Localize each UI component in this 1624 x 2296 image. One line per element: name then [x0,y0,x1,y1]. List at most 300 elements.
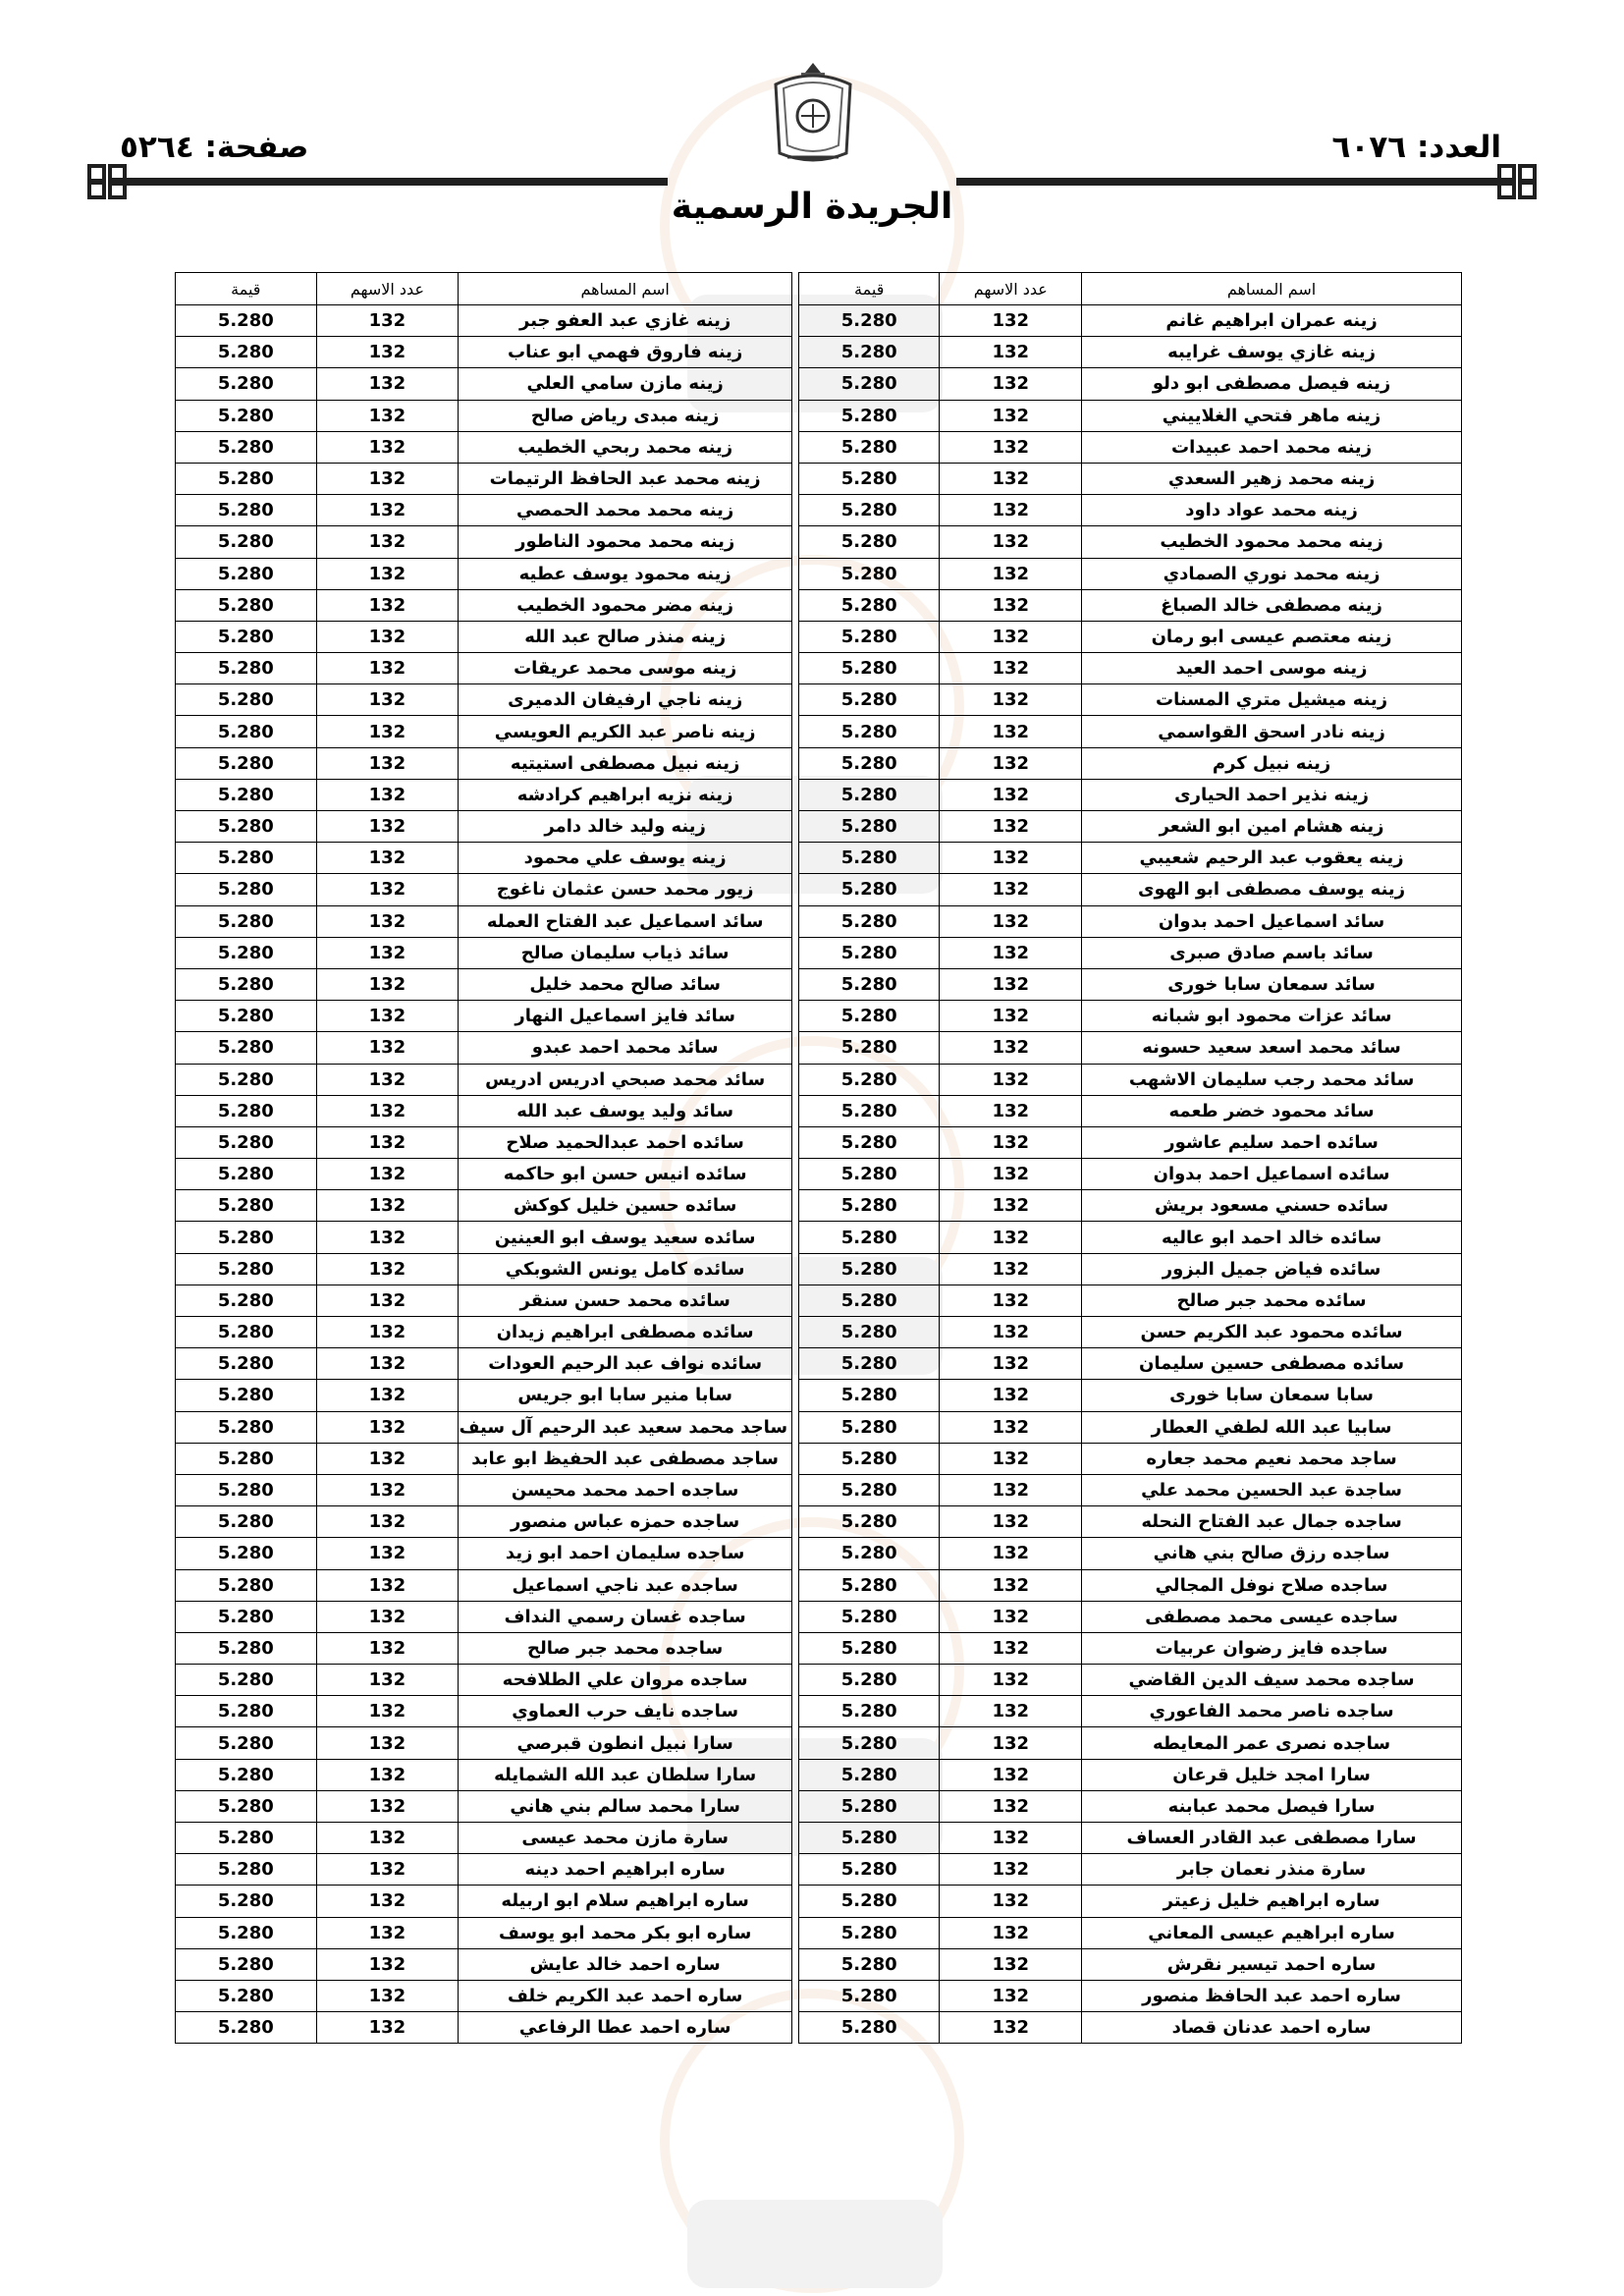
shareholder-name: زينه موسى احمد العيد [1082,653,1462,684]
shareholder-name: زينه يوسف علي محمود [459,843,792,874]
share-value: 5.280 [176,1759,317,1790]
share-value: 5.280 [176,589,317,621]
shares-count: 132 [940,1095,1082,1126]
column-gap [792,779,799,810]
shareholder-name: ساجده حمزه عباس منصور [459,1506,792,1538]
shareholder-name: سائده حسني مسعود بريش [1082,1190,1462,1222]
shareholder-name: زينه مازن سامي العلي [459,368,792,400]
shares-count: 132 [316,716,459,747]
column-gap [792,1222,799,1253]
col-header-shares: عدد الاسهم [940,273,1082,305]
shares-count: 132 [940,337,1082,368]
shares-count: 132 [940,1064,1082,1095]
share-value: 5.280 [798,526,940,558]
table-row [176,1506,1462,1538]
shareholder-name: زينه وليد خالد دامر [459,811,792,843]
column-gap [792,1253,799,1285]
shareholder-name: زينه يوسف مصطفى ابو الهوى [1082,874,1462,905]
share-value: 5.280 [176,716,317,747]
shareholder-name: سارا محمد سالم بني هاني [459,1790,792,1822]
column-gap [792,1917,799,1948]
column-gap [792,1948,799,1980]
shareholder-name: ساره ابراهيم خليل زعيتر [1082,1886,1462,1917]
table-row [176,431,1462,463]
shareholder-name: سائده انيس حسن ابو حاكمه [459,1159,792,1190]
table-row [176,1126,1462,1158]
shares-count: 132 [940,431,1082,463]
shares-count: 132 [316,1317,459,1348]
share-value: 5.280 [176,558,317,589]
share-value: 5.280 [176,1095,317,1126]
shares-count: 132 [316,874,459,905]
table-row [176,684,1462,716]
shares-count: 132 [940,779,1082,810]
shareholder-name: سائد محمود خضر طعمه [1082,1095,1462,1126]
shares-count: 132 [316,653,459,684]
share-value: 5.280 [176,779,317,810]
shares-count: 132 [940,684,1082,716]
column-gap [792,1443,799,1474]
share-value: 5.280 [176,1443,317,1474]
shares-count: 132 [940,1285,1082,1316]
table-row [176,621,1462,652]
table-row [176,2012,1462,2044]
shares-count: 132 [940,1126,1082,1158]
column-gap [792,400,799,431]
shares-count: 132 [940,1632,1082,1664]
shareholder-name: سائد فايز اسماعيل النهار [459,1001,792,1032]
shares-count: 132 [940,621,1082,652]
shareholder-name: سارة منذر نعمان جابر [1082,1854,1462,1886]
shareholder-name: ساجده مروان علي الطلافحه [459,1665,792,1696]
shareholder-name: سائده كامل يونس الشوبكي [459,1253,792,1285]
table-row [176,1474,1462,1505]
shares-count: 132 [940,558,1082,589]
table-row [176,1443,1462,1474]
share-value: 5.280 [798,1538,940,1569]
share-value: 5.280 [176,1696,317,1727]
shares-count: 132 [316,1696,459,1727]
table-row [176,1348,1462,1380]
shares-count: 132 [316,1095,459,1126]
share-value: 5.280 [176,1823,317,1854]
shares-count: 132 [316,1443,459,1474]
column-gap [792,1823,799,1854]
column-gap [792,1190,799,1222]
share-value: 5.280 [798,1917,940,1948]
share-value: 5.280 [798,558,940,589]
column-gap [792,1285,799,1316]
table-row [176,653,1462,684]
shareholder-name: سائد اسماعيل عبد الفتاح العمله [459,905,792,937]
share-value: 5.280 [176,1790,317,1822]
table-row [176,779,1462,810]
shares-count: 132 [316,684,459,716]
share-value: 5.280 [798,684,940,716]
shares-count: 132 [316,1285,459,1316]
column-gap [792,843,799,874]
shares-count: 132 [316,1506,459,1538]
shareholder-name: سائده مصطفى حسين سليمان [1082,1348,1462,1380]
table-row [176,1790,1462,1822]
table-row [176,589,1462,621]
shareholder-name: ساره ابراهيم عيسى المعاني [1082,1917,1462,1948]
shareholder-name: سائد وليد يوسف عبد الله [459,1095,792,1126]
shares-count: 132 [940,1569,1082,1601]
shares-count: 132 [316,1980,459,2011]
shares-count: 132 [940,1665,1082,1696]
shares-count: 132 [940,526,1082,558]
share-value: 5.280 [176,1159,317,1190]
shareholder-name: زينه نبيل كرم [1082,747,1462,779]
column-gap [792,1886,799,1917]
table-row [176,463,1462,494]
table-row [176,1222,1462,1253]
shareholder-name: سائده محمد جبر صالح [1082,1285,1462,1316]
shares-count: 132 [316,368,459,400]
shares-count: 132 [316,2012,459,2044]
shareholder-name: سائده حسين خليل كوكش [459,1190,792,1222]
shares-count: 132 [940,1190,1082,1222]
shares-count: 132 [316,1601,459,1632]
column-gap [792,1759,799,1790]
shares-count: 132 [940,1854,1082,1886]
column-gap [792,1095,799,1126]
gazette-title: الجريدة الرسمية [671,187,953,227]
shareholder-name: سائده خالد احمد ابو عاليه [1082,1222,1462,1253]
shares-count: 132 [940,1886,1082,1917]
shareholder-name: زينه محمد عبد الحافظ الرتيمات [459,463,792,494]
header-rule-right [956,178,1516,186]
shares-count: 132 [940,1823,1082,1854]
table-row [176,495,1462,526]
table-row [176,811,1462,843]
shareholder-name: زينه محمد ربحي الخطيب [459,431,792,463]
share-value: 5.280 [176,1727,317,1759]
shareholder-name: ساجده عبد ناجي اسماعيل [459,1569,792,1601]
table-row [176,905,1462,937]
column-gap [792,1538,799,1569]
shareholder-name: سائد محمد رجب سليمان الاشهب [1082,1064,1462,1095]
column-gap [792,1854,799,1886]
share-value: 5.280 [798,653,940,684]
table-row [176,937,1462,968]
share-value: 5.280 [176,431,317,463]
share-value: 5.280 [176,1064,317,1095]
share-value: 5.280 [176,1285,317,1316]
shares-count: 132 [940,874,1082,905]
shareholder-name: سائده احمد سليم عاشور [1082,1126,1462,1158]
table-row [176,368,1462,400]
shareholder-name: ساجد محمد نعيم محمد جعاره [1082,1443,1462,1474]
table-row [176,1253,1462,1285]
share-value: 5.280 [798,1253,940,1285]
col-header-value: قيمة [176,273,317,305]
share-value: 5.280 [798,495,940,526]
shares-count: 132 [940,747,1082,779]
share-value: 5.280 [798,1854,940,1886]
shareholder-name: ساره ابو بكر محمد ابو يوسف [459,1917,792,1948]
shareholder-name: ساره احمد تيسير نقرش [1082,1948,1462,1980]
column-gap [792,811,799,843]
shareholder-name: زينه غازي يوسف غرايبه [1082,337,1462,368]
shareholder-name: سائده مصطفى ابراهيم زيدان [459,1317,792,1348]
shareholder-name: زينه محمد محمود الناطور [459,526,792,558]
shareholder-name: زينه نزيه ابراهيم كرادشه [459,779,792,810]
shareholder-name: سائد صالح محمد خليل [459,968,792,1000]
share-value: 5.280 [798,905,940,937]
share-value: 5.280 [176,843,317,874]
share-value: 5.280 [798,1601,940,1632]
share-value: 5.280 [176,1411,317,1443]
share-value: 5.280 [176,1917,317,1948]
shares-count: 132 [940,1348,1082,1380]
shares-count: 132 [940,1538,1082,1569]
share-value: 5.280 [798,843,940,874]
shares-count: 132 [316,305,459,337]
share-value: 5.280 [798,589,940,621]
shares-count: 132 [940,1032,1082,1064]
share-value: 5.280 [798,1095,940,1126]
shareholder-name: ساره احمد عبد الحافظ منصور [1082,1980,1462,2011]
shares-count: 132 [316,1064,459,1095]
shareholder-name: زينه معتصم عيسى ابو رمان [1082,621,1462,652]
column-gap [792,968,799,1000]
table-row [176,747,1462,779]
column-gap [792,1380,799,1411]
shareholder-name: سائده احمد عبدالحميد صلاح [459,1126,792,1158]
share-value: 5.280 [798,1001,940,1032]
table-row [176,1632,1462,1664]
shares-count: 132 [940,1474,1082,1505]
share-value: 5.280 [798,1980,940,2011]
shareholder-name: سائد عزات محمود ابو شبانه [1082,1001,1462,1032]
shareholder-name: زينه نبيل مصطفى استيتيه [459,747,792,779]
shareholder-name: زينه ناجي ارفيفان الدميرى [459,684,792,716]
shareholder-name: زينه يعقوب عبد الرحيم شعيبي [1082,843,1462,874]
column-gap [792,1032,799,1064]
column-gap [792,2012,799,2044]
shareholder-name: ساجده صلاح نوفل المجالي [1082,1569,1462,1601]
share-value: 5.280 [176,1190,317,1222]
column-gap [792,495,799,526]
share-value: 5.280 [176,1601,317,1632]
shares-count: 132 [940,905,1082,937]
table-row [176,1696,1462,1727]
shares-count: 132 [316,1790,459,1822]
share-value: 5.280 [798,1474,940,1505]
column-gap [792,1696,799,1727]
shares-count: 132 [940,589,1082,621]
shareholder-name: زينه محمد احمد عبيدات [1082,431,1462,463]
shareholder-name: زينه محمد نوري الصمادي [1082,558,1462,589]
table-row [176,305,1462,337]
share-value: 5.280 [176,1222,317,1253]
shares-count: 132 [316,1823,459,1854]
shareholder-name: سائد محمد احمد عبدو [459,1032,792,1064]
share-value: 5.280 [176,305,317,337]
shareholder-name: سائد باسم صادق صبرى [1082,937,1462,968]
shareholder-name: ساجدة عبد الحسين محمد علي [1082,1474,1462,1505]
table-row [176,716,1462,747]
shareholder-name: زينه محمد عواد داود [1082,495,1462,526]
shares-count: 132 [316,1190,459,1222]
share-value: 5.280 [176,2012,317,2044]
share-value: 5.280 [798,1696,940,1727]
shareholder-name: ساجده محمد جبر صالح [459,1632,792,1664]
shareholder-name: زينه منذر صالح عبد الله [459,621,792,652]
share-value: 5.280 [798,621,940,652]
share-value: 5.280 [798,716,940,747]
table-row [176,1980,1462,2011]
shares-count: 132 [940,1917,1082,1948]
shares-count: 132 [940,1443,1082,1474]
shareholder-name: سائد سمعان سابا خورى [1082,968,1462,1000]
shareholder-name: سائده محمود عبد الكريم حسن [1082,1317,1462,1348]
shareholder-name: ساجد مصطفى عبد الحفيظ ابو عابد [459,1443,792,1474]
share-value: 5.280 [176,1854,317,1886]
header-rule-left [108,178,668,186]
shareholder-name: زينه محمود يوسف عطيه [459,558,792,589]
column-gap [792,1601,799,1632]
shares-count: 132 [316,526,459,558]
share-value: 5.280 [176,1569,317,1601]
column-gap [792,1506,799,1538]
column-gap [792,937,799,968]
share-value: 5.280 [176,1506,317,1538]
shareholder-name: سائد محمد اسعد سعيد حسونه [1082,1032,1462,1064]
share-value: 5.280 [176,368,317,400]
column-gap [792,1411,799,1443]
shareholder-name: ساجده محمد سيف الدين القاضي [1082,1665,1462,1696]
shares-count: 132 [316,905,459,937]
shareholder-name: زينه نذير احمد الحيارى [1082,779,1462,810]
shares-count: 132 [316,1348,459,1380]
share-value: 5.280 [798,1569,940,1601]
share-value: 5.280 [798,1790,940,1822]
shares-count: 132 [940,653,1082,684]
share-value: 5.280 [176,905,317,937]
shares-count: 132 [316,811,459,843]
table-row [176,1854,1462,1886]
share-value: 5.280 [176,968,317,1000]
table-row [176,526,1462,558]
share-value: 5.280 [176,621,317,652]
shareholder-name: سارة مازن محمد عيسى [459,1823,792,1854]
shares-count: 132 [940,1253,1082,1285]
share-value: 5.280 [176,1948,317,1980]
shares-count: 132 [940,1790,1082,1822]
table-row [176,400,1462,431]
table-row [176,1759,1462,1790]
shares-count: 132 [316,337,459,368]
shares-count: 132 [940,1759,1082,1790]
coat-of-arms-icon [762,59,864,169]
shareholder-name: زينه فيصل مصطفى ابو دلو [1082,368,1462,400]
shareholder-name: زينه نادر اسحق القواسمي [1082,716,1462,747]
share-value: 5.280 [176,526,317,558]
shareholder-name: سائده فياض جميل البزور [1082,1253,1462,1285]
shareholder-name: سابا سمعان سابا خورى [1082,1380,1462,1411]
share-value: 5.280 [176,937,317,968]
shares-count: 132 [316,1727,459,1759]
column-gap [792,1569,799,1601]
shareholder-name: سائد ذياب سليمان صالح [459,937,792,968]
share-value: 5.280 [798,1222,940,1253]
share-value: 5.280 [798,1190,940,1222]
shareholder-name: زينه غازي عبد العفو جبر [459,305,792,337]
shares-count: 132 [316,1126,459,1158]
shares-count: 132 [940,811,1082,843]
table-row [176,1917,1462,1948]
shares-count: 132 [316,621,459,652]
shareholder-name: ساره احمد عبد الكريم خلف [459,1980,792,2011]
shareholder-name: سائده سعيد يوسف ابو العينين [459,1222,792,1253]
shares-count: 132 [316,558,459,589]
column-gap [792,716,799,747]
shares-count: 132 [940,400,1082,431]
shares-count: 132 [316,747,459,779]
share-value: 5.280 [798,1886,940,1917]
table-row [176,1095,1462,1126]
shares-count: 132 [940,1222,1082,1253]
share-value: 5.280 [176,400,317,431]
table-row [176,1823,1462,1854]
share-value: 5.280 [798,1348,940,1380]
shares-count: 132 [940,1506,1082,1538]
shares-count: 132 [940,937,1082,968]
share-value: 5.280 [176,1632,317,1664]
share-value: 5.280 [798,368,940,400]
table-row [176,1285,1462,1316]
shareholder-name: ساره احمد عدنان قصاد [1082,2012,1462,2044]
share-value: 5.280 [176,1665,317,1696]
shareholder-name: ساجده رزق صالح بني هاني [1082,1538,1462,1569]
shareholder-name: زينه ماهر فتحي الغلاييني [1082,400,1462,431]
shareholder-name: ساره ابراهيم احمد دينه [459,1854,792,1886]
shares-count: 132 [316,1411,459,1443]
column-gap [792,368,799,400]
table-row [176,1665,1462,1696]
shares-count: 132 [316,1948,459,1980]
shares-count: 132 [940,1380,1082,1411]
col-header-name: اسم المساهم [459,273,792,305]
shares-count: 132 [940,463,1082,494]
shares-count: 132 [316,1001,459,1032]
column-gap [792,1064,799,1095]
shareholder-name: ساجده عيسى محمد مصطفى [1082,1601,1462,1632]
shares-count: 132 [316,1917,459,1948]
col-header-value: قيمة [798,273,940,305]
share-value: 5.280 [176,1348,317,1380]
shares-count: 132 [940,1001,1082,1032]
column-gap [792,558,799,589]
shareholder-name: ساجده نصرى عمر المعايطه [1082,1727,1462,1759]
table-row [176,1411,1462,1443]
shareholder-name: زينه محمد محمود الخطيب [1082,526,1462,558]
share-value: 5.280 [176,495,317,526]
column-gap [792,273,799,305]
share-value: 5.280 [798,2012,940,2044]
shareholder-name: ساره ابراهيم سلام ابو اربيله [459,1886,792,1917]
shareholder-name: ساره احمد خالد عايش [459,1948,792,1980]
shares-count: 132 [316,968,459,1000]
share-value: 5.280 [798,463,940,494]
column-gap [792,1727,799,1759]
shares-count: 132 [940,1980,1082,2011]
shareholder-name: سائد محمد صبحي ادريس ادريس [459,1064,792,1095]
share-value: 5.280 [798,1126,940,1158]
